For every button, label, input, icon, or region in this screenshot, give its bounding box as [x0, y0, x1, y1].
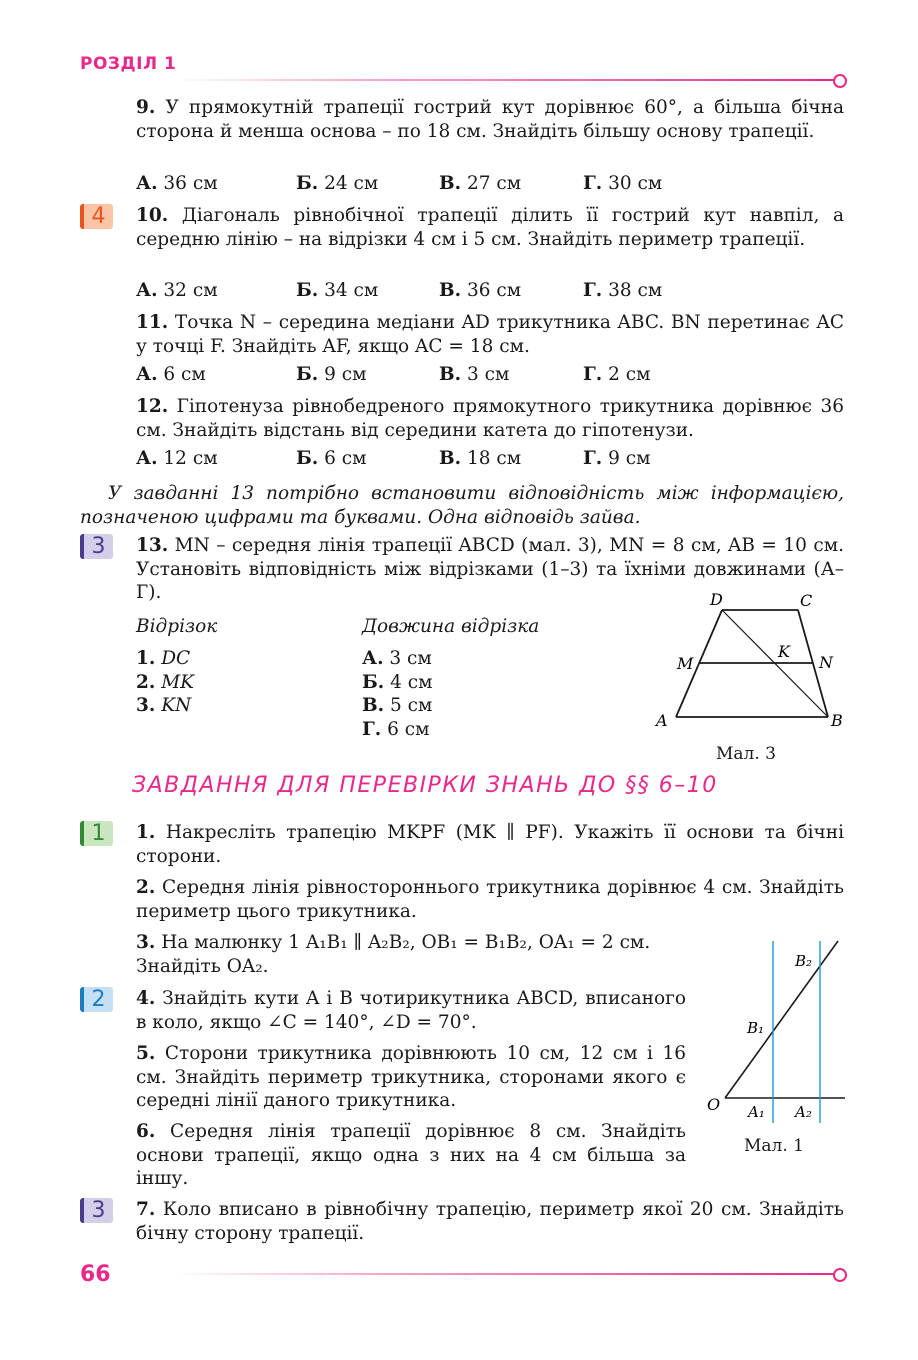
task-text: Середня лінія трапеції дорівнює 8 см. Знайдіть основи трапеції, якщо одна з них на 4 см більша за іншу. [136, 1121, 686, 1189]
option-value: 6 см [324, 448, 367, 469]
label-o: O [707, 1095, 721, 1114]
task-text: Коло вписано в рівнобічну трапецію, периметр якої 20 см. Знайдіть бічну сторону трапеції. [136, 1199, 845, 1244]
task-11 [136, 311, 844, 358]
option-value: 32 см [163, 280, 218, 301]
option-letter: Б. [296, 280, 319, 301]
item-value: MK [161, 671, 194, 693]
list-item [136, 671, 194, 695]
task-text: MN – середня лінія трапеції ABCD (мал. 3), MN = 8 см, AB = 10 см. Установіть відповідність між відрізками (1–3) та їхніми довжинами (А–Г). [136, 535, 844, 603]
option-letter: Г. [583, 173, 603, 194]
task-number: 12. [136, 396, 169, 417]
item-letter: Б. [362, 671, 385, 693]
level-badge-2: 2 [80, 987, 113, 1012]
option-letter: А. [136, 448, 158, 469]
label-c: C [800, 591, 813, 610]
label-a1: A₁ [748, 1103, 765, 1121]
option-letter: Г. [583, 280, 603, 301]
list-item [136, 647, 194, 671]
task-text: Знайдіть кути A і B чотирикутника ABCD, вписаного в коло, якщо ∠C = 140°, ∠D = 70°. [136, 988, 686, 1033]
item-number: 1. [136, 648, 156, 669]
label-m: M [677, 654, 694, 673]
option-value: 38 см [608, 280, 663, 301]
label-n: N [819, 653, 833, 672]
option-value: 6 см [163, 364, 206, 385]
option-value: 9 см [324, 364, 367, 385]
task-text: У прямокутній трапеції гострий кут дорівнює 60°, а більша бічна сторона й менша основа – по 18 см. Знайдіть більшу основу трапеції. [136, 97, 844, 142]
option-letter: В. [439, 280, 462, 301]
label-a2: A₂ [795, 1103, 812, 1121]
level-badge-4: 4 [80, 204, 113, 229]
task-number: 4. [136, 988, 156, 1009]
item-value: KN [161, 695, 192, 716]
check-q1 [136, 821, 844, 868]
length-column-header: Довжина відрізка [362, 616, 540, 637]
task-text: Точка N – середина медіани AD трикутника ABC. BN перетинає AC у точці F. Знайдіть AF, якщо AC = 18 см. [136, 312, 844, 357]
option-letter: Б. [296, 364, 319, 385]
item-value: 5 см [389, 695, 433, 716]
item-value: 6 см [387, 718, 430, 740]
segment-column-header: Відрізок [136, 616, 218, 637]
task-number: 1. [136, 822, 156, 843]
option-letter: А. [136, 173, 158, 194]
label-b: B [831, 711, 843, 730]
list-item [136, 694, 194, 718]
item-number: 2. [136, 671, 156, 693]
task-number: 3. [136, 932, 156, 953]
option-value: 2 см [608, 364, 651, 385]
item-value: 4 см [390, 671, 433, 693]
level-badge-3: 3 [80, 534, 113, 559]
option-value: 24 см [324, 173, 379, 194]
check-q5 [136, 1042, 686, 1113]
option-value: 12 см [163, 448, 218, 469]
task-number: 2. [136, 877, 156, 898]
option-value: 36 см [163, 173, 218, 194]
task-text: На малюнку 1 A₁B₁ ∥ A₂B₂, OB₁ = B₁B₂, OA₁ = 2 см. Знайдіть OA₂. [136, 932, 651, 977]
list-item [362, 647, 433, 671]
option-letter: Г. [583, 448, 603, 469]
check-q4 [136, 987, 686, 1034]
figure-3-caption: Мал. 3 [716, 744, 776, 764]
option-letter: Б. [296, 173, 319, 194]
option-value: 18 см [466, 448, 522, 469]
option-letter: В. [439, 173, 462, 194]
label-b2: B₂ [795, 952, 813, 970]
header-rule [175, 79, 835, 81]
footer-rule-dot [833, 1268, 847, 1282]
footer-rule [175, 1273, 835, 1275]
label-k: K [778, 642, 790, 661]
check-q7 [136, 1198, 844, 1245]
item-value: 3 см [389, 648, 432, 669]
item-letter: Г. [362, 718, 382, 740]
task-text: Накресліть трапецію MKPF (MK ∥ PF). Укажіть її основи та бічні сторони. [136, 822, 844, 867]
item-number: 3. [136, 695, 156, 716]
task-number: 11. [136, 312, 169, 333]
task-number: 13. [136, 535, 169, 556]
check-q2 [136, 876, 844, 923]
trapezoid-figure [650, 585, 850, 745]
check-section-title: ЗАВДАННЯ ДЛЯ ПЕРЕВІРКИ ЗНАНЬ ДО §§ 6–10 [132, 773, 718, 798]
task-number: 9. [136, 97, 156, 118]
option-value: 34 см [324, 280, 379, 301]
task-number: 10. [136, 205, 169, 226]
task-10 [136, 204, 844, 251]
option-letter: А. [136, 280, 158, 301]
list-item [362, 694, 433, 718]
label-a: A [656, 711, 668, 730]
task-text: Гіпотенуза рівнобедреного прямокутного трикутника дорівнює 36 см. Знайдіть відстань від середини катета до гіпотенузи. [136, 396, 844, 441]
page-number: 66 [80, 1262, 111, 1287]
option-letter: В. [439, 448, 462, 469]
option-value: 30 см [608, 173, 663, 194]
option-letter: Б. [296, 448, 319, 469]
check-q3 [136, 931, 686, 978]
section-label: РОЗДІЛ 1 [80, 54, 177, 74]
task-13-note: У завданні 13 потрібно встановити відповідність між інформацією, позначеною цифрами та буквами. Одна відповідь зайва. [80, 483, 844, 528]
segment-list [136, 647, 194, 718]
level-badge-3: 3 [80, 1198, 113, 1223]
task-text: Діагональ рівнобічної трапеції ділить її гострий кут навпіл, а середню лінію – на відрізки 4 см і 5 см. Знайдіть периметр трапеції. [136, 205, 844, 250]
list-item [362, 718, 433, 742]
task-number: 5. [136, 1043, 156, 1064]
option-letter: А. [136, 364, 158, 385]
label-b1: B₁ [747, 1019, 765, 1037]
item-value: DC [161, 648, 191, 669]
label-d: D [710, 590, 723, 609]
option-value: 27 см [466, 173, 522, 194]
task-12 [136, 395, 844, 442]
header-rule-dot [833, 74, 847, 88]
option-value: 36 см [466, 280, 522, 301]
task-text: Середня лінія рівностороннього трикутника дорівнює 4 см. Знайдіть периметр цього трикутника. [136, 877, 845, 922]
task-9 [136, 96, 844, 143]
ray-ob [725, 941, 838, 1098]
task-number: 6. [136, 1121, 156, 1142]
item-letter: А. [362, 648, 384, 669]
option-value: 9 см [608, 448, 651, 469]
level-badge-1: 1 [80, 821, 113, 846]
check-q6 [136, 1120, 686, 1191]
figure-1-caption: Мал. 1 [744, 1136, 804, 1156]
option-value: 3 см [466, 364, 510, 385]
option-letter: Г. [583, 364, 603, 385]
item-letter: В. [362, 695, 385, 716]
task-number: 7. [136, 1199, 156, 1220]
task-text: Сторони трикутника дорівнюють 10 см, 12 см і 16 см. Знайдіть периметр трикутника, сторонами якого є середні лінії даного трикутника. [136, 1043, 686, 1111]
length-list [362, 647, 433, 741]
parallel-lines-figure [700, 935, 850, 1135]
option-letter: В. [439, 364, 462, 385]
list-item [362, 671, 433, 695]
